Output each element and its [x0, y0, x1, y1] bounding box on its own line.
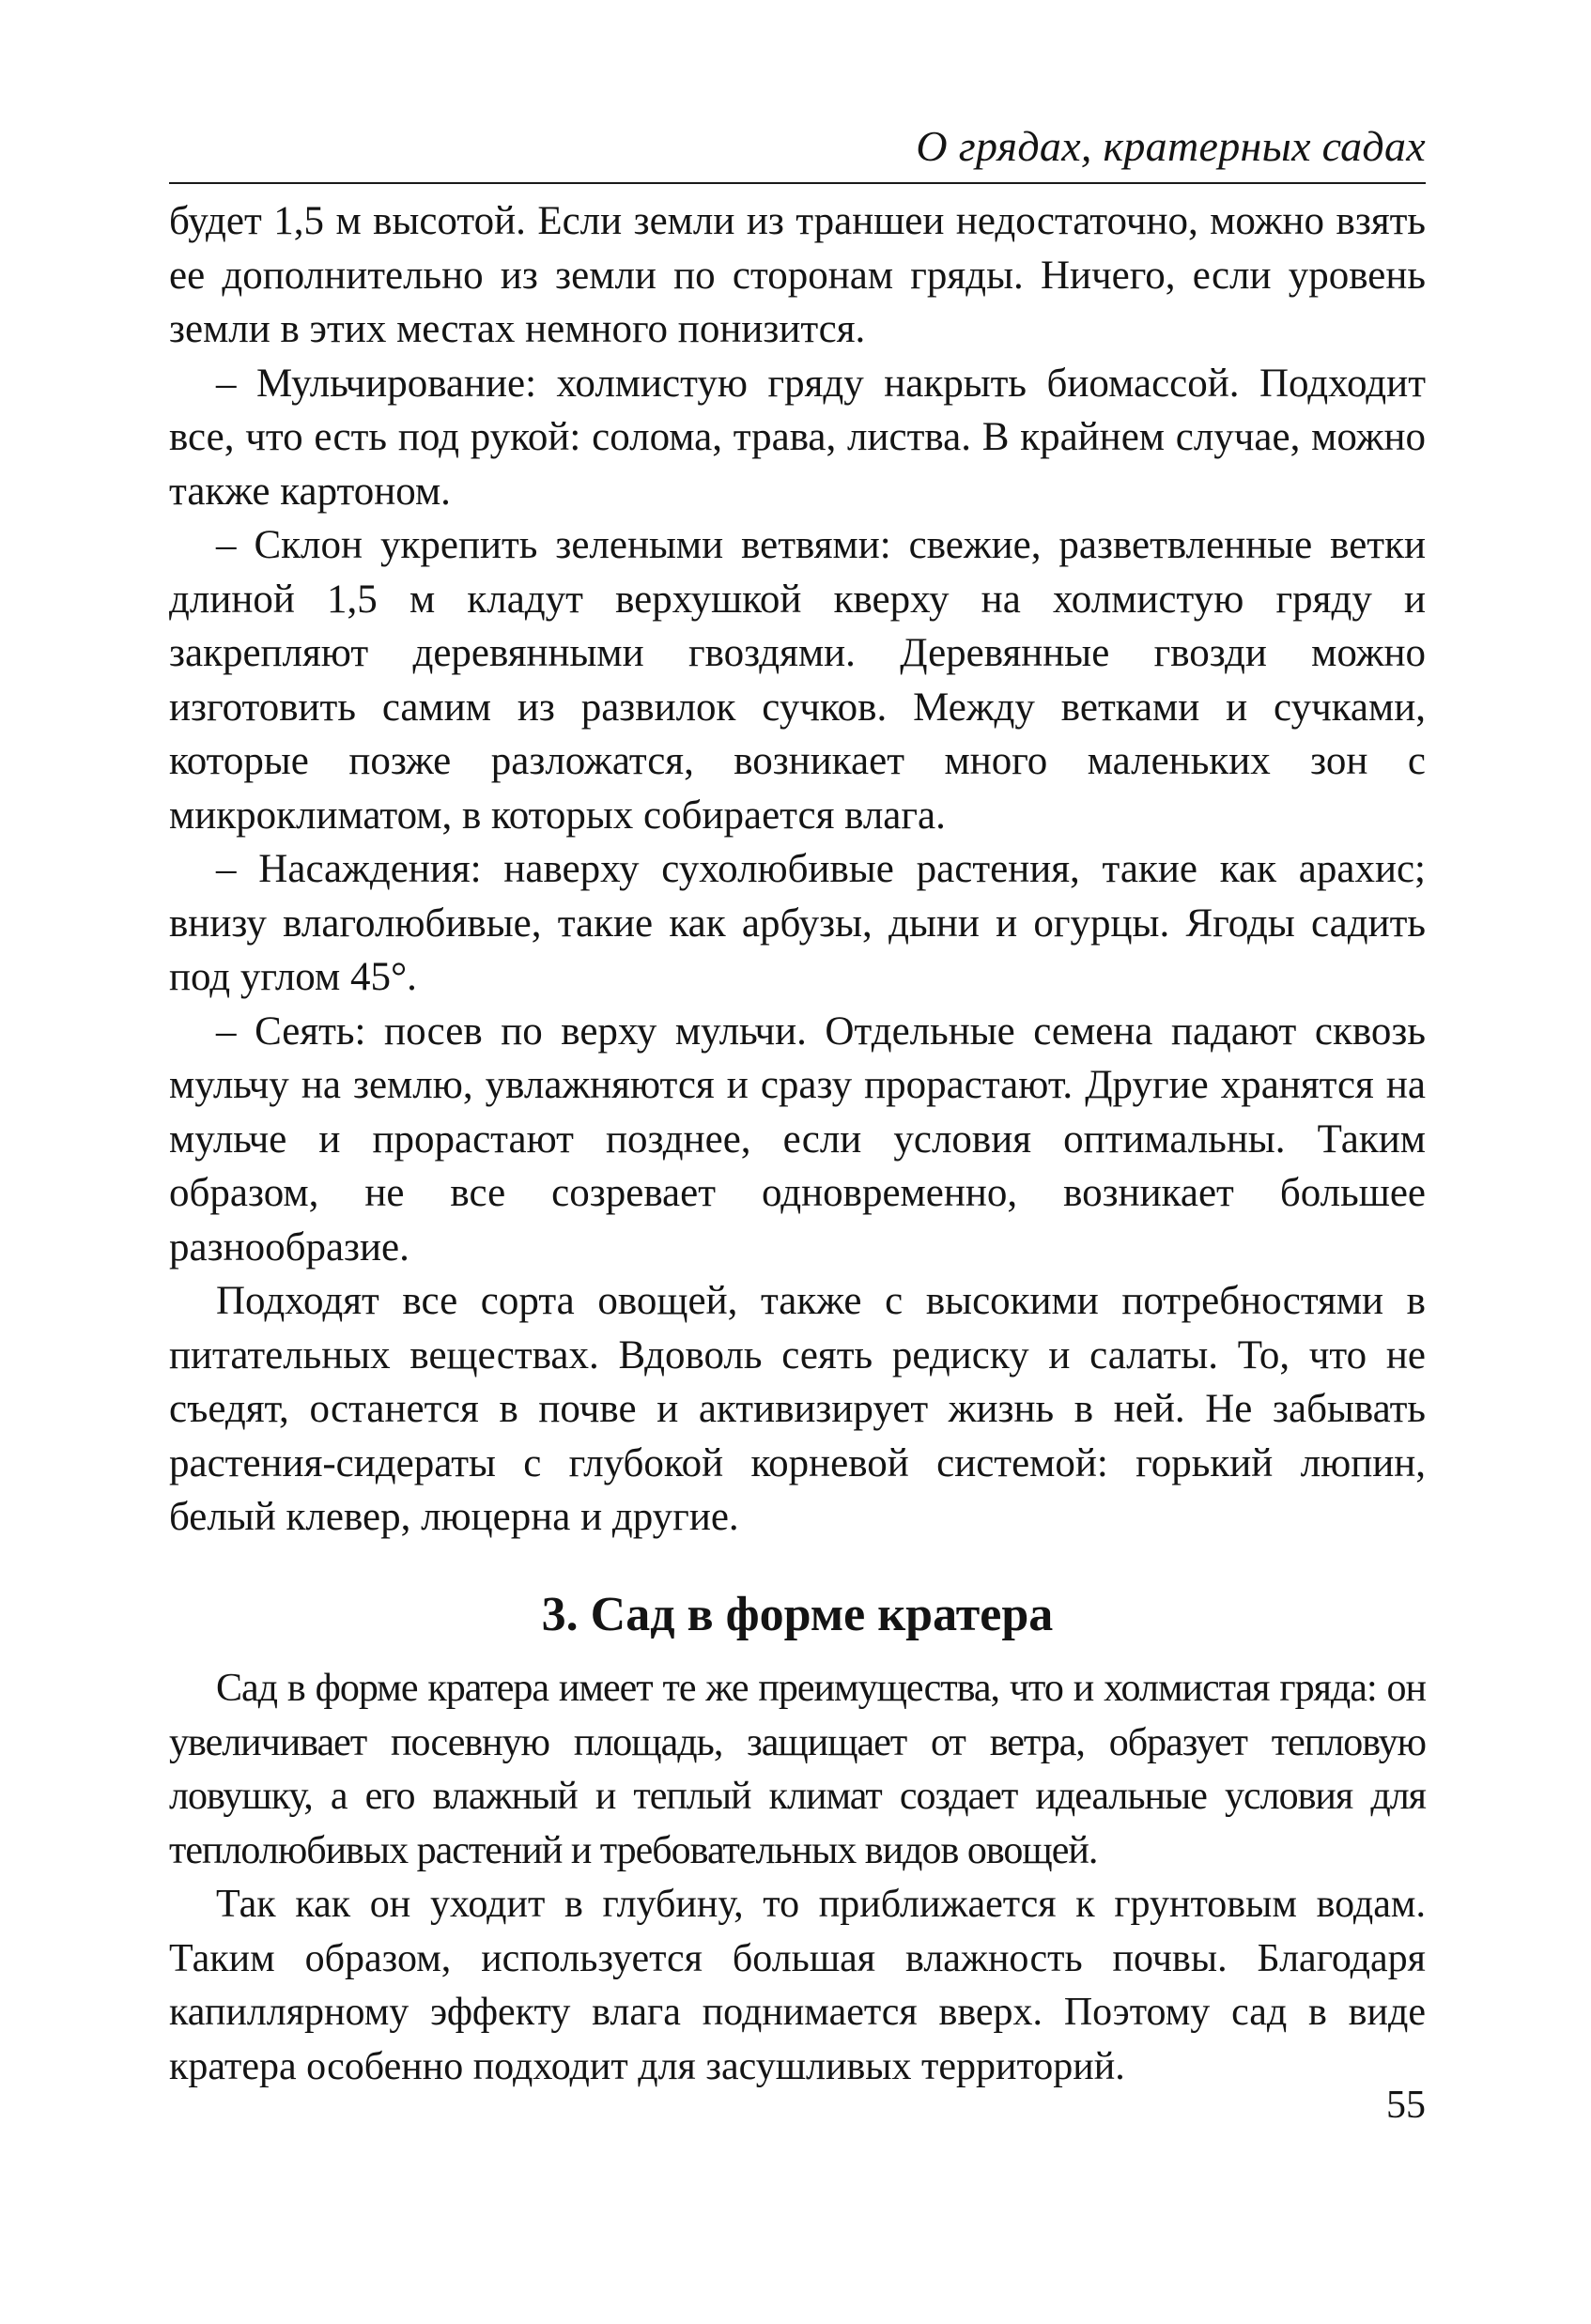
paragraph-continued: будет 1,5 м высотой. Если земли из траншеи недостаточно, можно взять ее дополнительно из земли по сторонам гряды. Ничего, если уровень земли в этих местах немного понизится.: [169, 199, 1426, 351]
paragraph-plantings: – Насаждения: наверху сухолюбивые растения, такие как арахис; внизу влаголюбивые, такие как арбузы, дыни и огурцы. Ягоды садить под углом 45°.: [169, 847, 1426, 999]
section-paragraph-groundwater: Так как он уходит в глубину, то приближается к грунтовым водам. Таким образом, используется большая влажность почвы. Благодаря капиллярному эффекту влага поднимается вверх. Поэтому сад в виде кратера особенно подходит для засушливых территорий.: [169, 1883, 1426, 2088]
paragraph-sowing: – Сеять: посев по верху мульчи. Отдельные семена падают сквозь мульчу на землю, увлажняются и сразу прорастают. Другие хранятся на мульче и прорастают позднее, если условия оптимальны. Таким образом, не все созревает одновременно, возникает большее разнообразие.: [169, 1008, 1426, 1270]
paragraph-mulching: – Мульчирование: холмистую гряду накрыть биомассой. Подходит все, что есть под рукой: солома, трава, листва. В крайнем случае, можно также картоном.: [169, 361, 1426, 514]
running-head: О грядах, кратерных садах: [916, 122, 1426, 170]
paragraph-vegetables: Подходят все сорта овощей, также с высокими потребностями в питательных веществах. Вдоволь сеять редиску и салаты. То, что не съедят, останется в почве и активизирует жизнь в ней. Не забывать растения-сидераты с глубокой корневой системой: горький люпин, белый клевер, люцерна и другие.: [169, 1279, 1426, 1539]
header-rule: [169, 182, 1426, 184]
section-heading: 3. Сад в форме кратера: [541, 1588, 1054, 1641]
paragraph-slope: – Склон укрепить зелеными ветвями: свежие, разветвленные ветки длиной 1,5 м кладут верхушкой кверху на холмистую гряду и закрепляют деревянными гвоздями. Деревянные гвозди можно изготовить самим из развилок сучков. Между ветками и сучками, которые позже разложатся, возникает много маленьких зон с микроклиматом, в которых собирается влага.: [169, 523, 1426, 838]
section-paragraph-advantages: Сад в форме кратера имеет те же преимущества, что и холмистая гряда: он увеличивает посевную площадь, защищает от ветра, образует тепловую ловушку, а его влажный и теплый климат создает идеальные условия для теплолюбивых растений и требовательных видов овощей.: [169, 1667, 1426, 1872]
body-text: [169, 194, 1426, 1545]
section-text: [169, 1662, 1426, 2094]
page-number: 55: [1386, 2084, 1426, 2127]
